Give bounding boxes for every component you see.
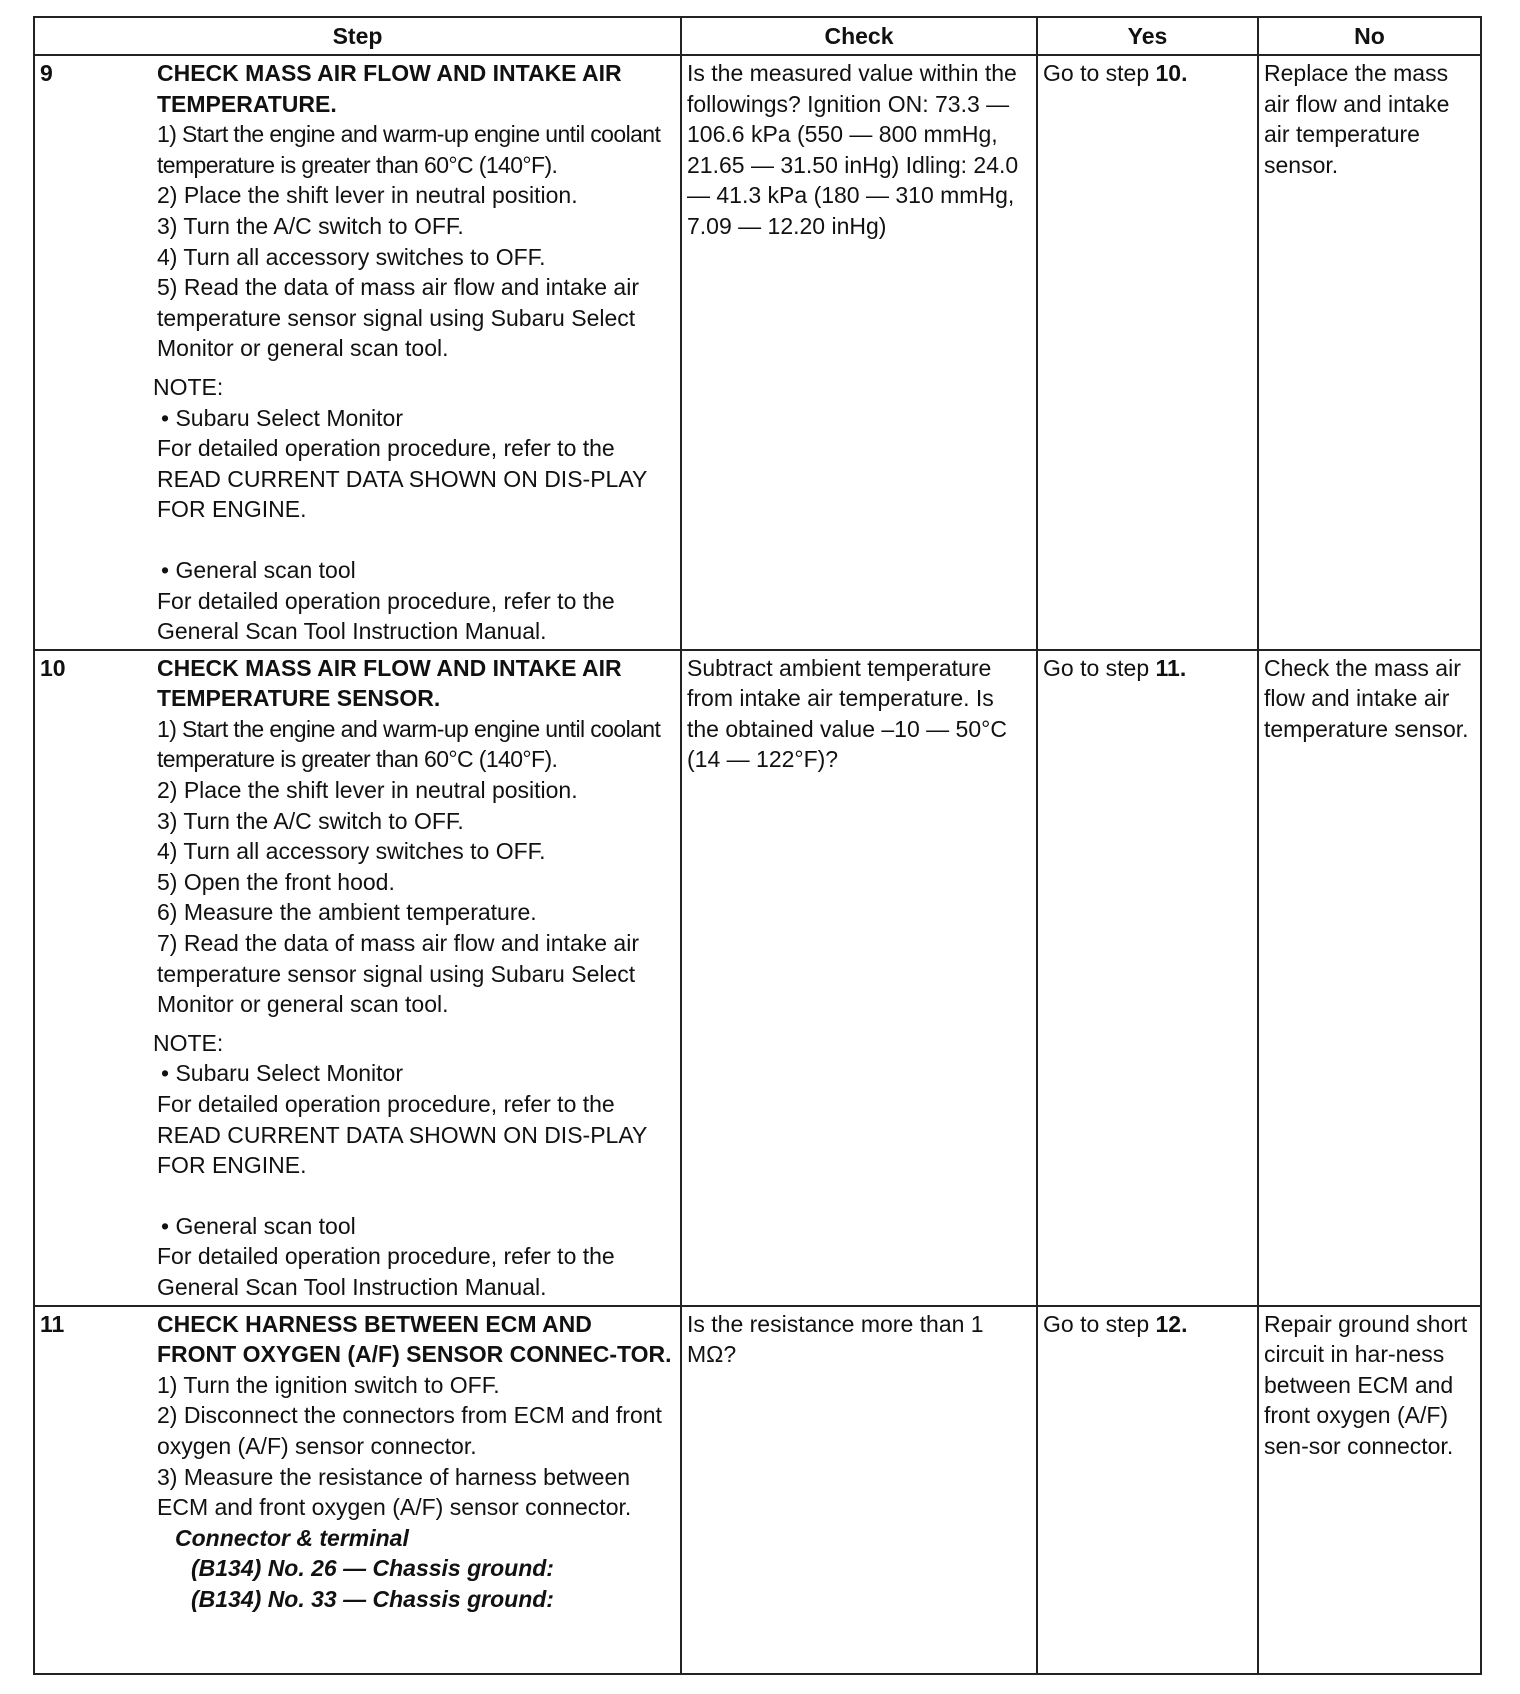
yes-step-link: 12. [1155,1310,1188,1337]
step-title-line: TEMPERATURE. [157,90,337,117]
step-cell [34,55,681,650]
note-bullet: • General scan tool [161,1212,356,1239]
note-bullet: • General scan tool [161,556,356,583]
yes-prefix: Go to step [1043,1310,1156,1337]
step-body [153,56,680,649]
connector-terminal: (B134) No. 33 — Chassis ground: [191,1585,554,1612]
step-item: 1) Start the engine and warm-up engine until coolant temperature is greater than 60°C (140°F). [157,715,661,773]
step-item: 3) Turn the A/C switch to OFF. [157,807,464,834]
step-item: 4) Turn all accessory switches to OFF. [157,243,546,270]
no-cell: Check the mass air flow and intake air temperature sensor. [1258,650,1481,1306]
yes-step-link: 11. [1155,654,1187,681]
step-body [157,1307,680,1617]
step-title-line: CHECK HARNESS BETWEEN ECM AND [157,1310,592,1337]
step-item: 3) Turn the A/C switch to OFF. [157,212,464,239]
connector-label: Connector & terminal [175,1524,409,1551]
header-no: No [1258,17,1481,55]
step-item: 2) Disconnect the connectors from ECM and front oxygen (A/F) sensor connector. [157,1402,662,1459]
step-title-line: CHECK MASS AIR FLOW AND INTAKE AIR [157,654,622,681]
step-title-line: CHECK MASS AIR FLOW AND INTAKE AIR [157,60,622,86]
yes-prefix: Go to step [1043,60,1156,86]
yes-prefix: Go to step [1043,654,1156,681]
step-cell [34,1306,681,1674]
table-row [34,55,1481,650]
note-text: For detailed operation procedure, refer to the General Scan Tool Instruction Manual. [157,1243,615,1300]
note-label: NOTE: [153,1029,224,1056]
step-title [157,653,672,714]
no-cell: Repair ground short circuit in har-ness between ECM and front oxygen (A/F) sen-sor connector. [1258,1306,1481,1674]
header-yes: Yes [1037,17,1258,55]
step-item: 1) Start the engine and warm-up engine until coolant temperature is greater than 60°C (140°F). [157,121,661,178]
step-title [157,1309,672,1370]
step-item: 5) Open the front hood. [157,868,395,895]
no-cell: Replace the mass air flow and intake air temperature sensor. [1258,55,1481,650]
step-item: 2) Place the shift lever in neutral position. [157,182,578,209]
diagnostic-table [33,16,1482,1675]
yes-cell [1037,55,1258,650]
connector-terminal: (B134) No. 26 — Chassis ground: [191,1555,554,1582]
step-item: 7) Read the data of mass air flow and intake air temperature sensor signal using Subaru Select Monitor or general scan tool. [157,930,639,1018]
yes-cell [1037,1306,1258,1674]
step-item: 6) Measure the ambient temperature. [157,899,537,926]
step-item: 4) Turn all accessory switches to OFF. [157,838,546,865]
header-step: Step [34,17,681,55]
step-item: 2) Place the shift lever in neutral position. [157,777,578,804]
table-row [34,650,1481,1306]
yes-step-link: 10. [1155,60,1188,86]
check-cell: Is the resistance more than 1 MΩ? [681,1306,1037,1674]
step-number: 11 [40,1310,65,1337]
note-text: For detailed operation procedure, refer to the READ CURRENT DATA SHOWN ON DIS-PLAY FOR ENGINE. [157,435,647,523]
note-bullet: • Subaru Select Monitor [161,404,404,431]
step-item: 1) Turn the ignition switch to OFF. [157,1371,500,1398]
step-number: 10 [40,654,66,681]
step-item: 3) Measure the resistance of harness between ECM and front oxygen (A/F) sensor connector. [157,1463,632,1521]
check-cell: Subtract ambient temperature from intake air temperature. Is the obtained value –10 — 50°C (14 — 122°F)? [681,650,1037,1306]
step-body [153,651,680,1305]
step-title-line: TEMPERATURE SENSOR. [157,685,441,712]
header-check: Check [681,17,1037,55]
header-row [34,17,1481,55]
note-bullet: • Subaru Select Monitor [161,1060,404,1087]
step-title [157,58,672,119]
table-row [34,1306,1481,1674]
check-cell: Is the measured value within the followings? Ignition ON: 73.3 — 106.6 kPa (550 — 800 mmHg, 21.65 — 31.50 inHg) Idling: 24.0 — 41.3 kPa (180 — 310 mmHg, 7.09 — 12.20 inHg) [681,55,1037,650]
step-number: 9 [40,60,53,86]
note-text: For detailed operation procedure, refer to the READ CURRENT DATA SHOWN ON DIS-PLAY FOR ENGINE. [157,1091,647,1179]
note-text: For detailed operation procedure, refer to the General Scan Tool Instruction Manual. [157,587,615,645]
step-title-line: FRONT OXYGEN (A/F) SENSOR CONNEC-TOR. [157,1341,672,1368]
step-cell [34,650,681,1306]
yes-cell [1037,650,1258,1306]
step-item: 5) Read the data of mass air flow and intake air temperature sensor signal using Subaru Select Monitor or general scan tool. [157,274,639,362]
note-label: NOTE: [153,373,224,400]
